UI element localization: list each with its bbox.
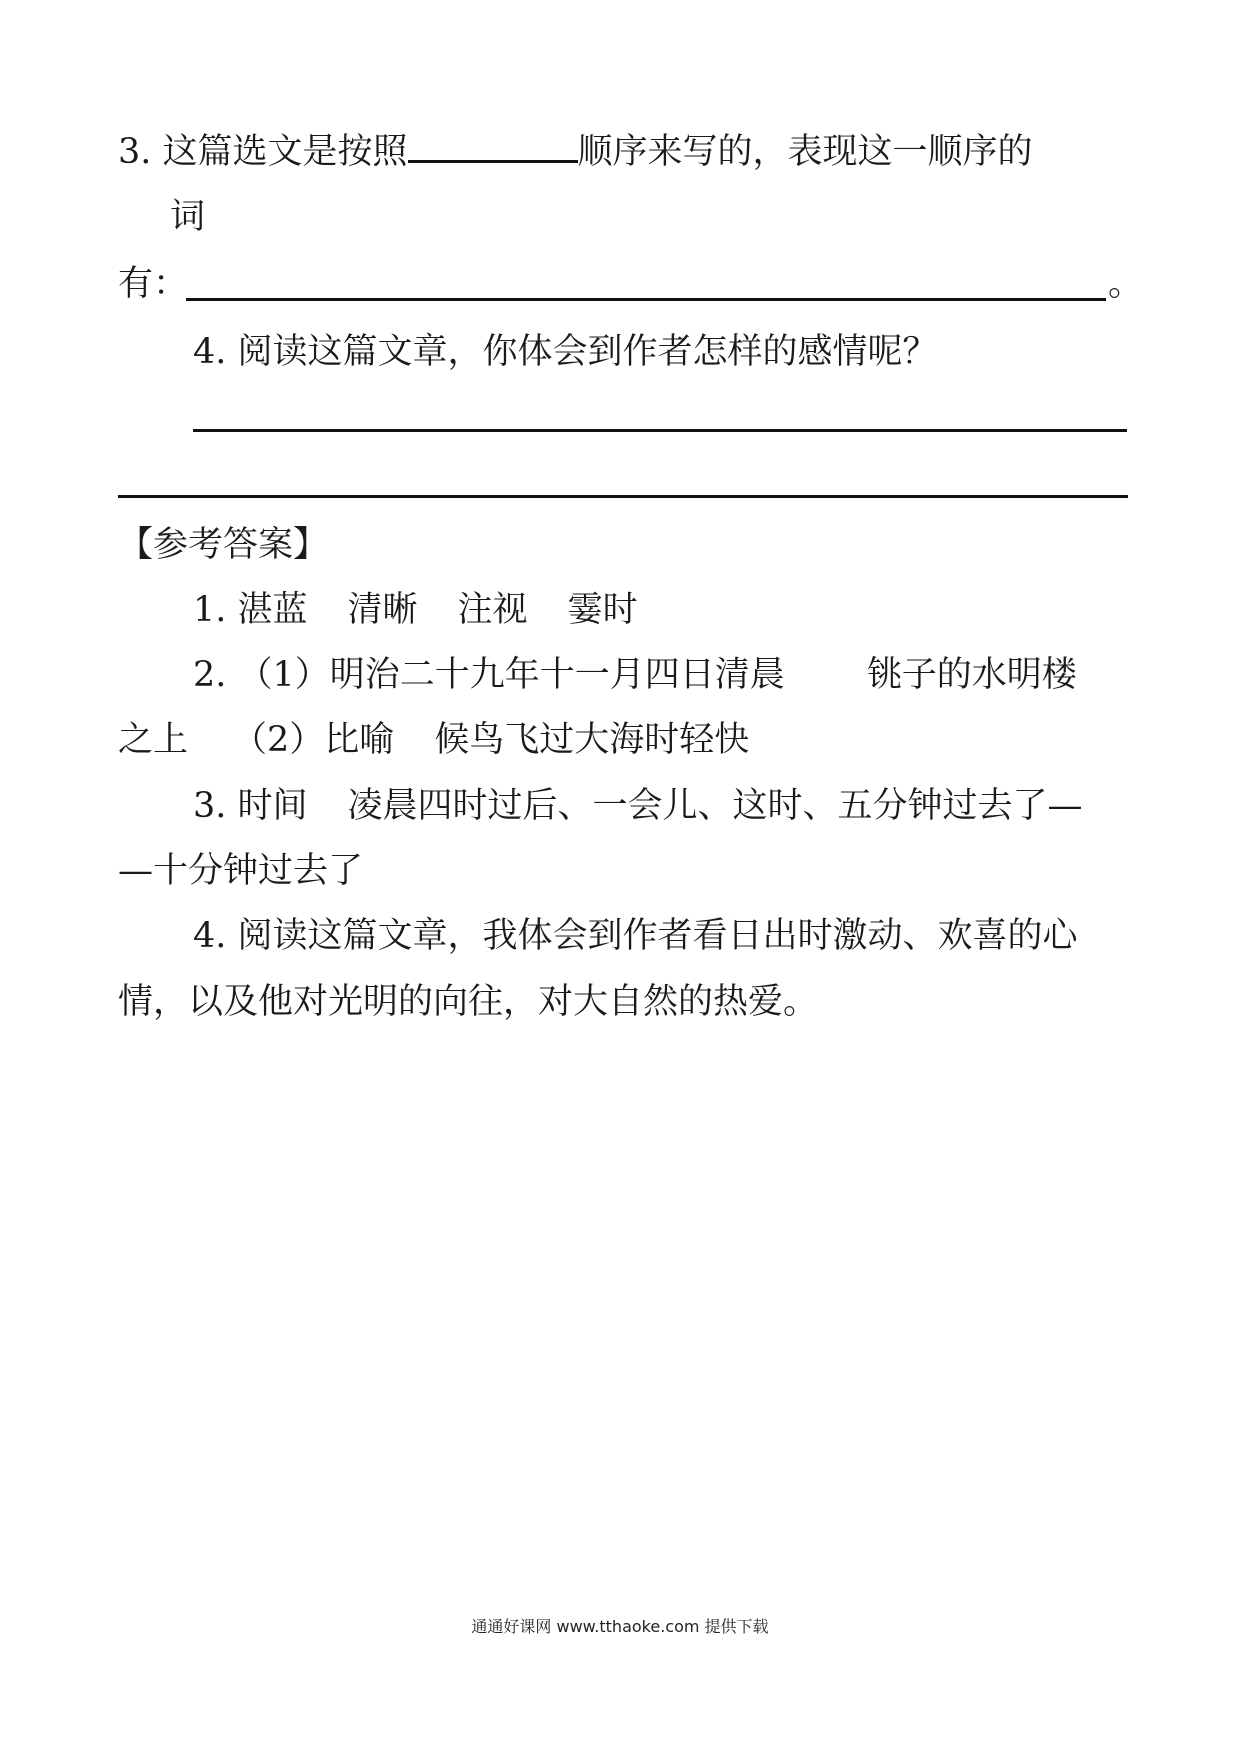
answers-heading-text: 【参考答案】 [118,525,329,565]
q3-text-part1: 3. 这篇选文是按照 [118,132,408,172]
footer-text: 通通好课网 www.tthaoke.com 提供下载 [471,1617,769,1636]
answer-3-part-c: —十分钟过去了 [118,851,364,891]
answer-1-item: 清晰 [347,590,418,630]
q3-line3-end [1108,262,1143,306]
answer-2-part-d: （2）比喻 [232,720,395,760]
answer-4-text-1: 4. 阅读这篇文章，我体会到作者看日出时激动、欢喜的心 [193,916,1078,956]
answer-2-part-e: 候鸟飞过大海时轻快 [434,720,750,760]
page-footer [0,1617,1240,1637]
answer-4-text-2: 情，以及他对光明的向往，对大自然的热爱。 [118,982,819,1022]
q3-text-line3-suffix: 。 [1108,264,1144,304]
answer-1 [193,588,638,632]
q4-text: 4. 阅读这篇文章，你体会到作者怎样的感情呢？ [193,332,938,372]
answer-4-line2 [118,980,818,1024]
answer-2-part-c: 之上 [118,720,189,760]
q4-answer-line-2[interactable] [118,495,1128,498]
answer-1-item: 1. 湛蓝 [193,590,308,630]
q3-blank-2[interactable] [186,298,1106,301]
answer-3-line2 [118,849,363,893]
answers-heading [118,523,328,567]
answer-1-item: 注视 [457,590,528,630]
answer-3-line1 [193,784,1083,828]
answer-3-part-a: 3. 时间 [193,786,308,826]
answer-2-part-a: 2. （1）明治二十九年十一月四日清晨 [193,655,785,695]
q4-answer-line-1[interactable] [193,429,1127,432]
answer-2-line1 [193,653,1077,697]
q3-line1 [118,130,1033,174]
answer-2-part-b: 铫子的水明楼 [866,655,1077,695]
q3-text-line3-prefix: 有： [118,264,189,304]
answer-2-line2 [118,718,749,762]
answer-1-item: 霎时 [567,590,638,630]
q3-text-part2: 顺序来写的，表现这一顺序的 [577,132,1033,172]
answer-4-line1 [193,914,1078,958]
answer-3-part-b: 凌晨四时过后、一会儿、这时、五分钟过去了— [347,786,1083,826]
q3-text-line2: 词 [170,197,206,237]
q3-line2 [170,195,205,239]
q3-line3 [118,262,188,306]
q4-line1 [193,330,938,374]
q3-blank-1[interactable] [408,130,578,163]
